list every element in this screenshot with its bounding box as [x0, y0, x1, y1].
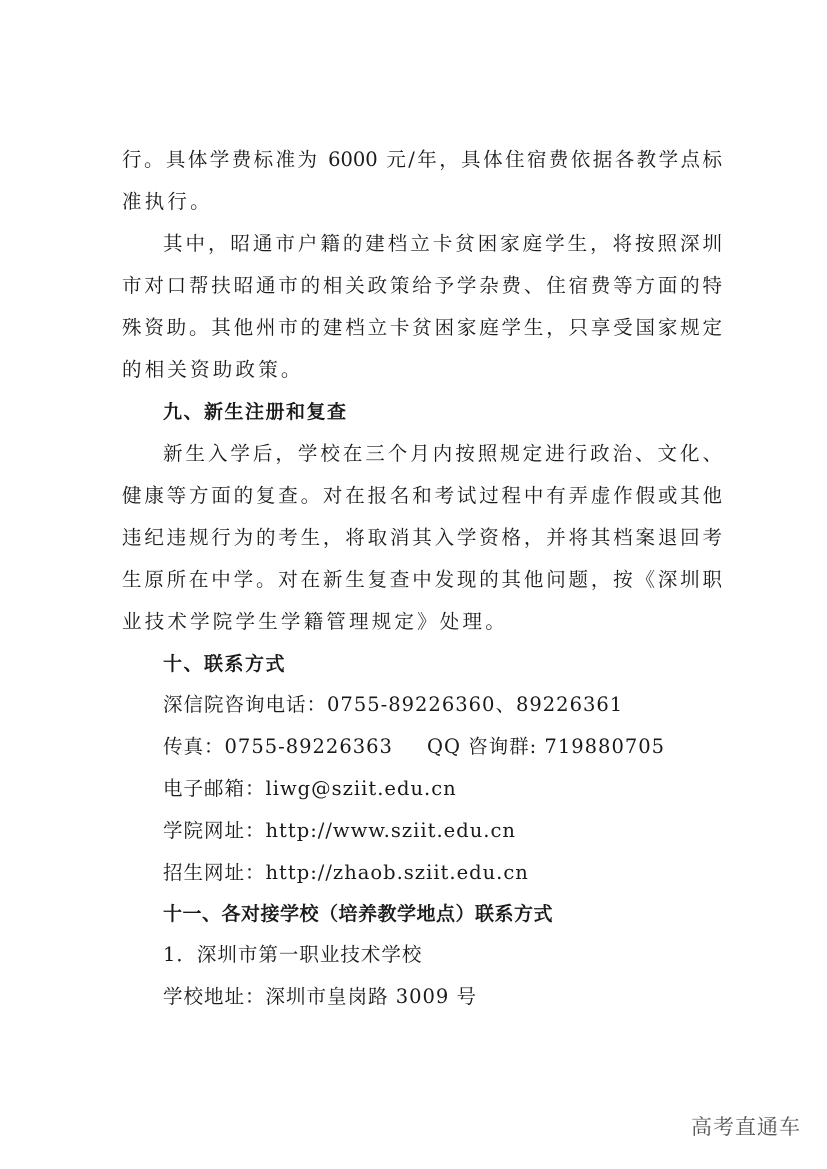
paragraph-line: 业技术学院学生学籍管理规定》处理。 — [122, 610, 508, 633]
contact-admissions-site: 招生网址：http://zhaob.sziit.edu.cn — [163, 861, 529, 884]
contact-email: 电子邮箱：liwg@sziit.edu.cn — [163, 777, 457, 800]
paragraph-line: 市对口帮扶昭通市的相关政策给予学杂费、住宿费等方面的特 — [122, 274, 722, 297]
contact-fax: 传真：0755-89226363 — [163, 735, 393, 758]
paragraph-line: 新生入学后，学校在三个月内按照规定进行政治、文化、 — [163, 442, 722, 465]
paragraph-line: 行。具体学费标准为 6000 元/年，具体住宿费依据各教学点标 — [122, 148, 722, 171]
paragraph-line: 的相关资助政策。 — [122, 358, 304, 381]
paragraph-line: 违纪违规行为的考生，将取消其入学资格，并将其档案退回考 — [122, 526, 722, 549]
watermark: 高考直通车 — [691, 1115, 801, 1139]
section-heading: 十、联系方式 — [163, 653, 287, 675]
school-name: 1．深圳市第一职业技术学校 — [163, 943, 423, 966]
paragraph-line: 准执行。 — [122, 190, 213, 213]
paragraph-line: 生原所在中学。对在新生复查中发现的其他问题，按《深圳职 — [122, 568, 722, 591]
school-address: 学校地址：深圳市皇岗路 3009 号 — [163, 985, 478, 1008]
contact-phone: 深信院咨询电话：0755-89226360、89226361 — [163, 693, 624, 716]
contact-website: 学院网址：http://www.sziit.edu.cn — [163, 819, 516, 842]
contact-fax-qq — [163, 732, 763, 762]
paragraph-line: 殊资助。其他州市的建档立卡贫困家庭学生，只享受国家规定 — [122, 316, 722, 339]
contact-qq: QQ 咨询群: 719880705 — [426, 735, 666, 758]
paragraph-line: 其中，昭通市户籍的建档立卡贫困家庭学生，将按照深圳 — [163, 232, 722, 255]
section-heading: 十一、各对接学校（培养教学地点）联系方式 — [163, 903, 554, 925]
paragraph-line: 健康等方面的复查。对在报名和考试过程中有弄虚作假或其他 — [122, 484, 722, 507]
section-heading: 九、新生注册和复查 — [163, 401, 348, 423]
